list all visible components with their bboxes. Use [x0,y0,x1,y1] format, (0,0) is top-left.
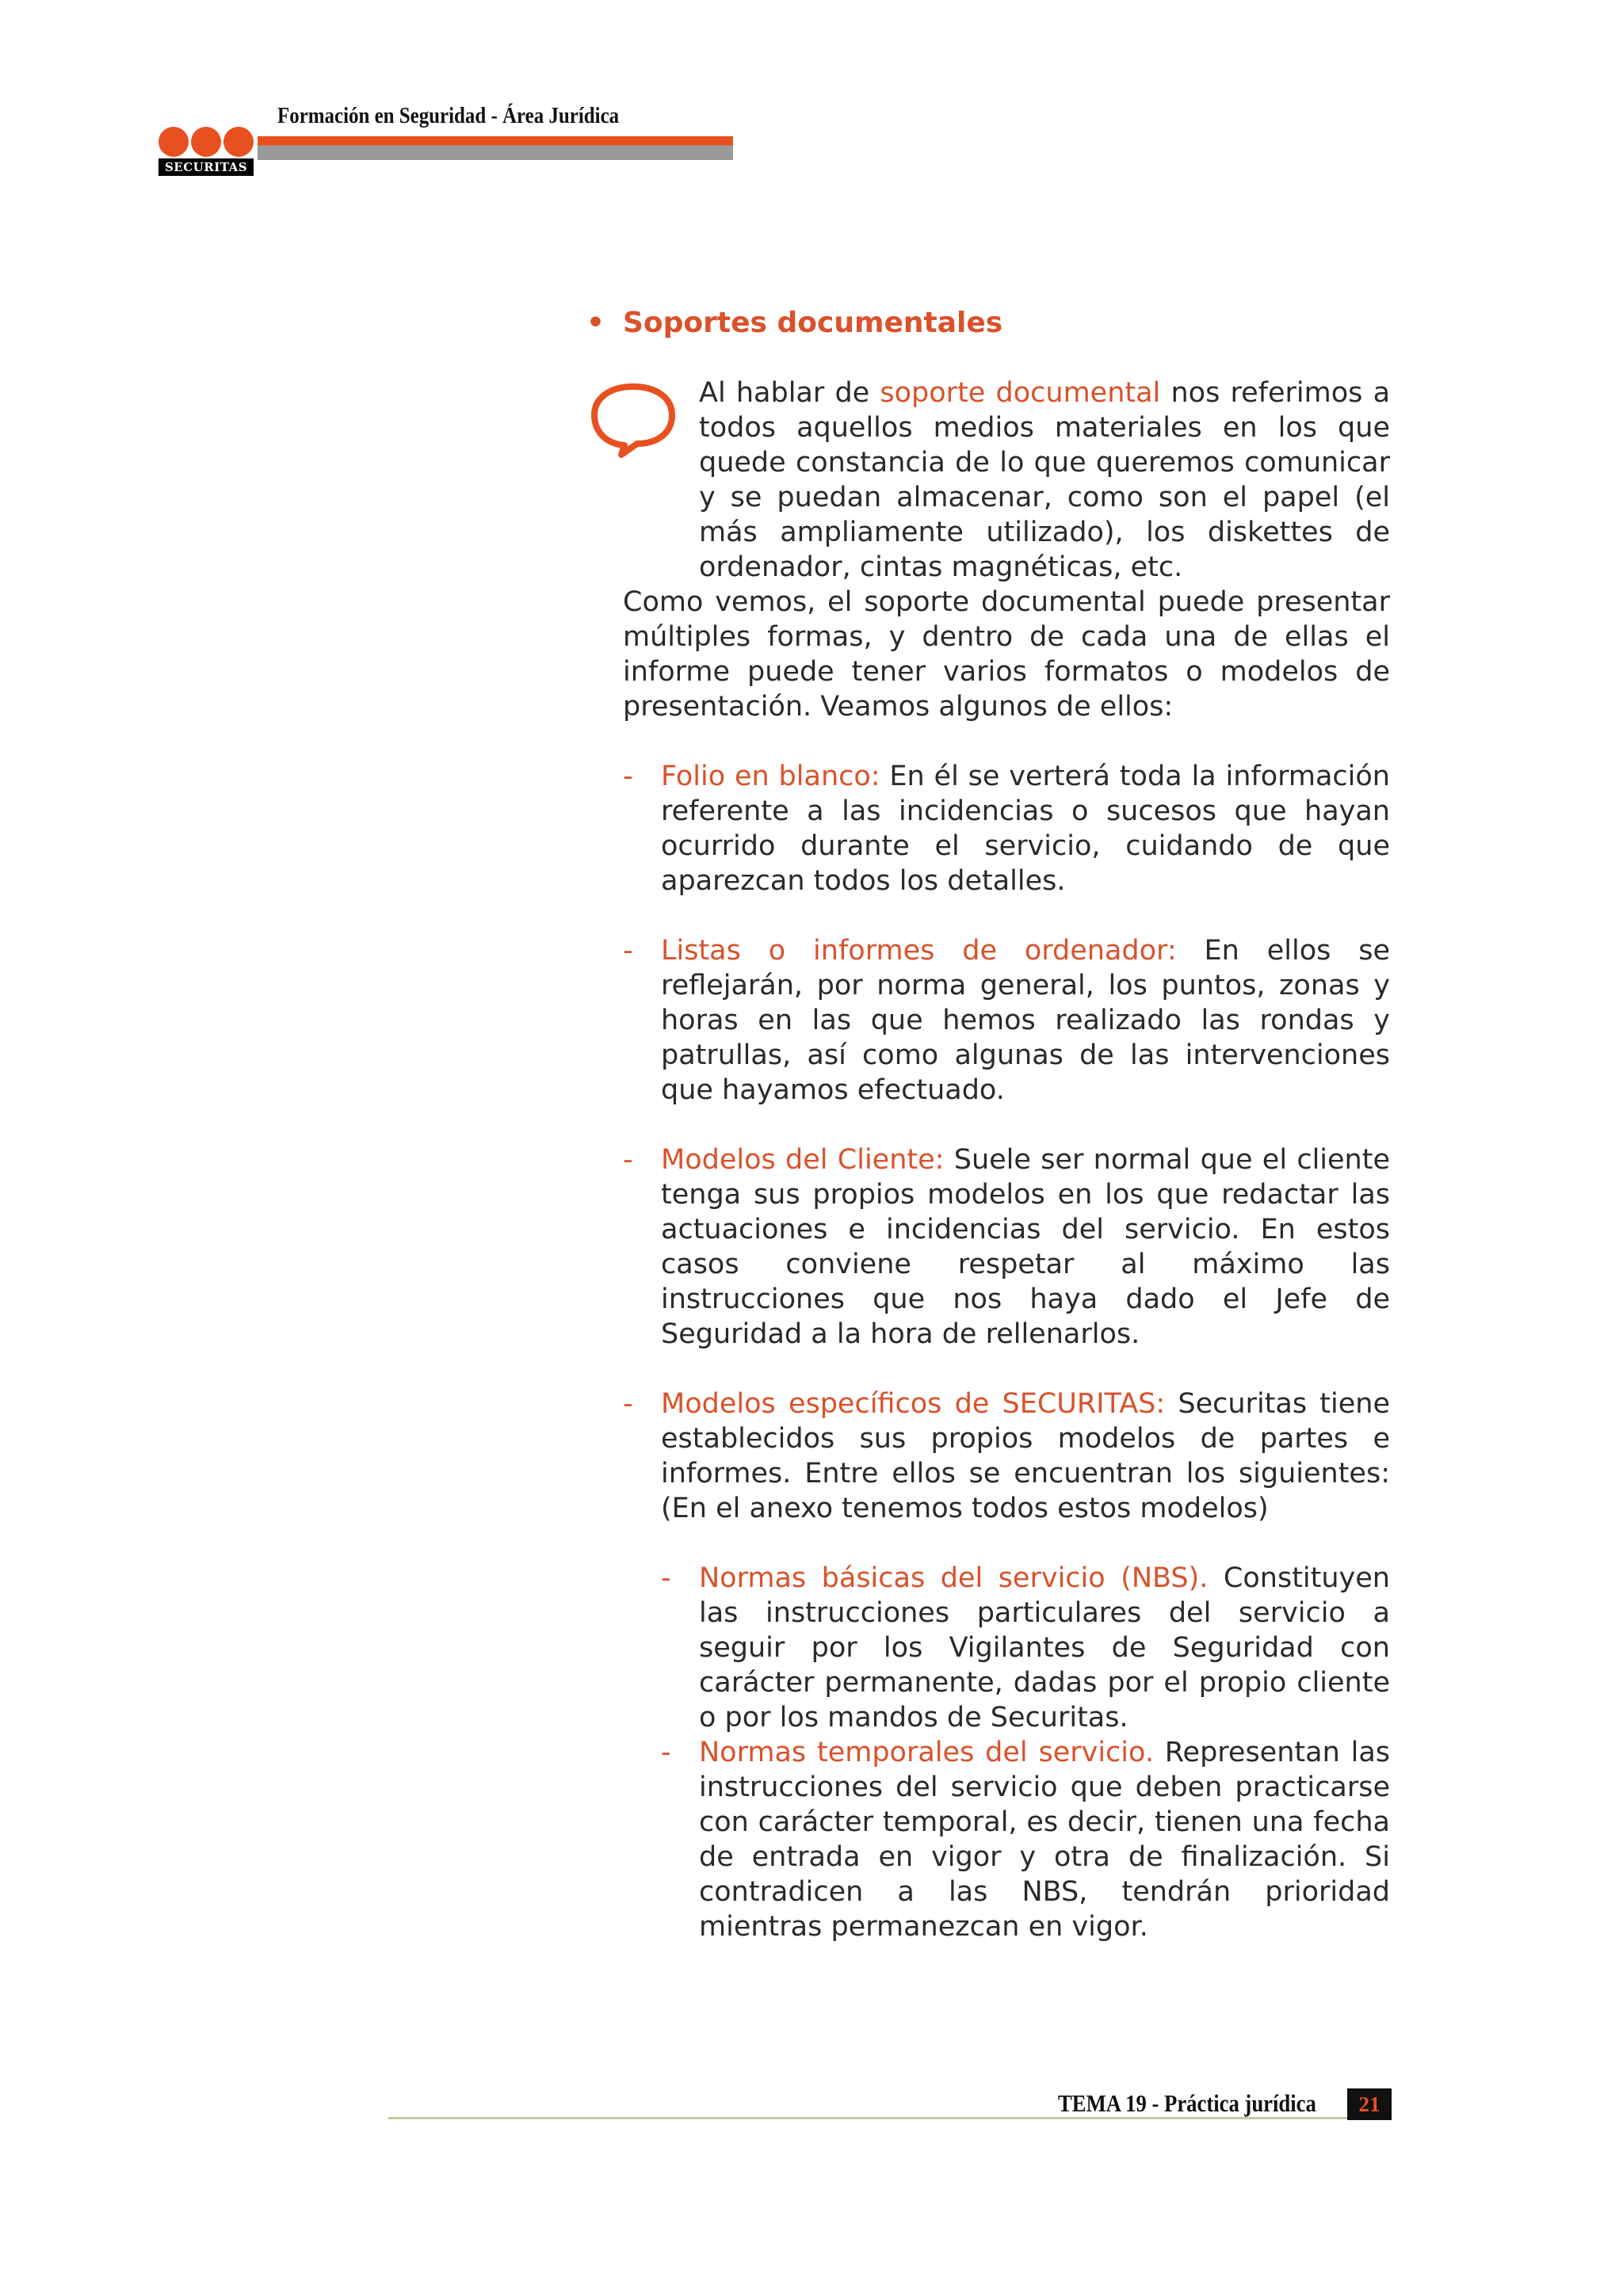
dash-marker: - [623,1144,633,1176]
dash-marker: - [623,1388,633,1420]
sub-list-item [661,1735,1390,1944]
callout-pre: Al hablar de [699,377,880,409]
section-heading [586,304,1390,342]
item-description: Suele ser normal que el cliente tenga sus propios modelos en los que redactar las actuaciones e incidencias del servicio. En estos casos conviene respetar al máximo las instrucciones que nos haya dado el Jefe de Seguridad a la hora de rellenarlos. [661,1144,1390,1350]
sub-list-item [661,1561,1390,1735]
list-item [586,1142,1390,1352]
item-term: Listas o informes de ordenador: [661,935,1177,967]
header-title: Formación en Seguridad - Área Jurídica [277,103,620,128]
subitem-text [699,1735,1390,1944]
list-item [586,933,1390,1108]
speech-bubble-icon [590,382,677,458]
list-item [586,1386,1390,1944]
item-text [661,759,1390,898]
page-number: 21 [1347,2088,1392,2120]
securitas-models-list [661,1561,1390,1944]
intro-paragraph: Como vemos, el soporte documental puede presentar múltiples formas, y dentro de cada una de ellas el informe puede tener varios formatos o modelos de presentación. Veamos algunos de ellos: [623,586,1390,723]
page-content [586,304,1390,1944]
subitem-description: Representan las instrucciones del servicio que deben practicarse con carácter temporal, es decir, tienen una fecha de entrada en vigor y otra de finalización. Si contradicen a las NBS, tendrán prioridad mientras permanezcan en vigor. [699,1737,1390,1943]
header-rule [258,136,733,160]
dash-marker: - [623,761,633,792]
callout-text [699,376,1390,585]
item-description: En ellos se reflejarán, por norma general, los puntos, zonas y horas en las que hemos realizado las rondas y patrullas, así como algunas de las intervenciones que hayamos efectuado. [661,935,1391,1106]
item-text [661,933,1390,1108]
item-term: Modelos específicos de SECURITAS: [661,1388,1166,1420]
logo-dot [223,127,254,157]
subitem-term: Normas básicas del servicio (NBS). [699,1562,1209,1594]
item-text [661,1142,1390,1352]
callout-post: nos referimos a todos aquellos medios materiales en los que quede constancia de lo que queremos comunicar y se puedan almacenar, como son el papel (el más ampliamente utilizado), los diskettes de ordenador, cintas magnéticas, etc. [699,377,1391,583]
section-bullet: • [586,307,605,339]
dash-marker: - [661,1737,671,1768]
subitem-term: Normas temporales del servicio. [699,1737,1154,1768]
logo-dot [191,127,221,157]
item-term: Modelos del Cliente: [661,1144,945,1176]
format-list [586,759,1390,1944]
callout-term: soporte documental [880,377,1161,409]
dash-marker: - [661,1562,671,1594]
item-description: Securitas tiene establecidos sus propios modelos de partes e informes. Entre ellos se encuentran los siguientes: (En el anexo tenemos todos estos modelos) [661,1388,1390,1524]
item-term: Folio en blanco: [661,761,880,792]
list-item [586,759,1390,898]
item-description: En él se verterá toda la información referente a las incidencias o sucesos que hayan ocurrido durante el servicio, cuidando de que aparezcan todos los detalles. [661,761,1390,897]
securitas-logo [158,127,254,176]
dash-marker: - [623,935,633,967]
definition-callout [586,376,1390,585]
subitem-description: Constituyen las instrucciones particulares del servicio a seguir por los Vigilantes de Seguridad con carácter permanente, dadas por el propio cliente o por los mandos de Securitas. [699,1562,1390,1733]
section-title: Soportes documentales [623,307,1003,339]
footer-chapter: TEMA 19 - Práctica jurídica [1058,2089,1316,2117]
logo-wordmark: SECURITAS [158,158,254,176]
subitem-text [699,1561,1390,1735]
item-text [661,1386,1390,1526]
logo-dot [158,127,189,157]
